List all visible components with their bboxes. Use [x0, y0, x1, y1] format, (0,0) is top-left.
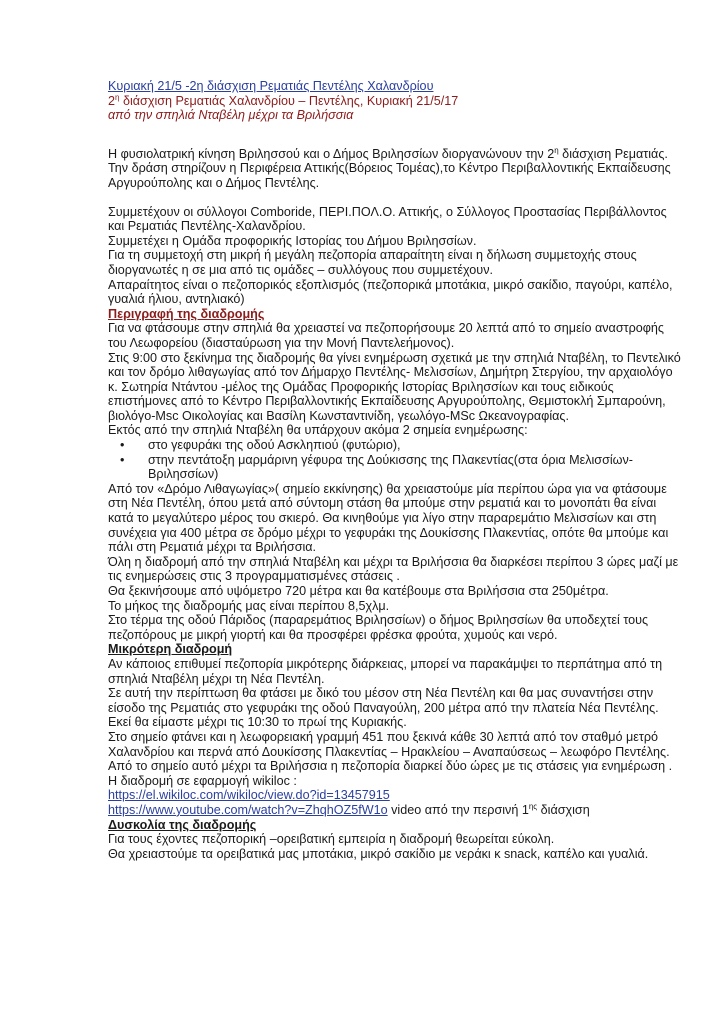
difficulty-heading: Δυσκολία της διαδρομής — [108, 817, 257, 832]
route-subtitle: από την σπηλιά Νταβέλη μέχρι τα Βριλήσσια — [108, 108, 354, 123]
intro-paragraph-6: Απαραίτητος είναι ο πεζοπορικός εξοπλισμός (πεζοπορικά μποτάκια, μικρό σακίδιο, παγούρι, καπέλο, γυαλιά ήλιου, αντηλιακό) — [108, 277, 673, 307]
short-route-paragraph-6: Η διαδρομή σε εφαρμογή wikiloc : — [108, 773, 297, 788]
intro-paragraph-3: Συμμετέχουν οι σύλλογοι Comboride, ΠΕΡΙ.ΠΟΛ.Ο. Αττικής, ο Σύλλογος Προστασίας Περιβάλλοντος και Ρεματιάς Πεντέλης-Χαλανδρίου. — [108, 204, 667, 234]
short-route-paragraph-2: Σε αυτή την περίπτωση θα φτάσει με δικό του μέσον στη Νέα Πεντέλη και θα μας συναντήσει στην είσοδο της Ρεματιάς στο γεφυράκι της οδού Παναγούλη, 200 μέτρα από την πλατεία Νέα Πεντέλης. — [108, 686, 659, 715]
short-route-paragraph-1: Αν κάποιος επιθυμεί πεζοπορία μικρότερης διάρκειας, μπορεί να παρακάμψει το περπάτημα από τη σπηλιά Νταβέλη μέχρι τη Νέα Πεντέλη. — [108, 656, 663, 686]
short-route-paragraph-4: Στο σημείο φτάνει και η λεωφορειακή γραμμή 451 που ξεκινά κάθε 30 λεπτά από τον σταθμό μετρό Χαλανδρίου και περνά από Δουκίσσης Πλακεντίας – Ηρακλείου – Αναπαύσεως – λεωφόρο Πεντέλης. — [108, 729, 670, 759]
short-route-paragraph-5: Από το σημείο αυτό μέχρι τα Βριλήσσια η πεζοπορία διαρκεί δύο ώρες με τις στάσεις για ενημέρωση . — [108, 759, 673, 774]
route-paragraph-2: Στις 9:00 στο ξεκίνημα της διαδρομής θα γίνει ενημέρωση σχετικά με την σπηλιά Νταβέλη, το Πεντελικό και τον δρόμο λιθαγωγίας από τον Δήμαρχο Πεντέλης- Μελισσίων, Δημήτρη Στεργίου, την αρχαιολόγο κ. Σωτηρία Ντάντου -μέλος της Ομάδας Προφορικής Ιστορίας Βριλησσίων και τους ειδικούς επιστήμονες από το Κέντρο Περιβαλλοντικής Εκπαίδευσης Αργυρούπολης, Θεμιστοκλή Σμπαρούνη, βιολόγο-Msc Οικολογίας και Βασίλη Κωνσταντινίδη, γεωλόγο-MSc Ωκεανογραφίας. — [108, 350, 681, 423]
title-link[interactable]: Κυριακή 21/5 -2η διάσχιση Ρεματιάς Πεντέλης Χαλανδρίου — [108, 79, 434, 93]
intro-paragraph-1: Η φυσιολατρική κίνηση Βριλησσού και ο Δήμος Βριλησσίων διοργανώνουν την $2^\eta$ διάσχιση Ρεματιάς. — [108, 145, 668, 161]
route-paragraph-3: Εκτός από την σπηλιά Νταβέλη θα υπάρχουν ακόμα 2 σημεία ενημέρωσης: — [108, 423, 528, 438]
subtitle: $2^\eta$ διάσχιση Ρεματιάς Χαλανδρίου – Πεντέλης, Κυριακή 21/5/17 — [108, 92, 459, 108]
route-paragraph-7: Το μήκος της διαδρομής μας είναι περίπου 8,5χλμ. — [108, 598, 390, 613]
info-points-list — [108, 438, 684, 482]
wikiloc-link[interactable]: https://el.wikiloc.com/wikiloc/view.do?id=13457915 — [108, 788, 390, 803]
youtube-link[interactable]: https://www.youtube.com/watch?v=ZhqhOZ5fW1o — [108, 802, 388, 817]
intro-paragraph-5: Για τη συμμετοχή στη μικρή ή μεγάλη πεζοπορία απαραίτητη είναι η δήλωση συμμετοχής στους διοργανωτές η σε μια από τις ομάδες – συλλόγους που συμμετέχουν. — [108, 248, 637, 277]
route-heading: Περιγραφή της διαδρομής — [108, 306, 265, 321]
route-paragraph-5: Όλη η διαδρομή από την σπηλιά Νταβέλη και μέχρι τα Βριλήσσια θα διαρκέσει περίπου 3 ώρες μαζί με τις ενημερώσεις στις 3 προγραμματισμένες στάσεις . — [108, 554, 679, 584]
list-item: • στο γεφυράκι της οδού Ασκληπιού (φυτώριο), — [148, 438, 684, 453]
intro-paragraph-4: Συμμετέχει η Ομάδα προφορικής Ιστορίας του Δήμου Βριλησσίων. — [108, 233, 477, 248]
intro-paragraph-2: Την δράση στηρίζουν η Περιφέρεια Αττικής(Βόρειος Τομέας),το Κέντρο Περιβαλλοντικής Εκπαίδευσης Αργυρούπολης και ο Δήμος Πεντέλης. — [108, 161, 671, 190]
route-paragraph-8: Στο τέρμα της οδού Πάριδος (παραρεμάτιος Βριλησσίων) ο δήμος Βριλησσίων θα υποδεχτεί τους πεζοπόρους με μικρή γιορτή και θα προσφέρει φρέσκα φρούτα, χυμούς και νερό. — [108, 613, 649, 642]
list-item: • στην πεντάτοξη μαρμάρινη γέφυρα της Δούκισσης της Πλακεντίας(στα όρια Μελισσίων-Βριλησσίων) — [148, 453, 684, 482]
route-paragraph-4: Από τον «Δρόμο Λιθαγωγίας»( σημείο εκκίνησης) θα χρειαστούμε μία περίπου ώρα για να φτάσουμε στη Νέα Πεντέλη, όπου μετά από σύντομη στάση θα μπούμε στην ρεματιά και το μονοπάτι θα είναι κατά το μεγαλύτερο μέρος του σκιερό. Θα κινηθούμε για λίγο στην παραρεμάτιο Μελισσίων και στη συνέχεια για 400 μέτρα σε δρόμο μέχρι το γεφυράκι της Δουκίσσης Πλακεντίας, οπότε θα μπούμε και πάλι στη Ρεματιά μέχρι τα Βριλήσσια. — [108, 481, 669, 555]
short-route-paragraph-3: Εκεί θα είμαστε μέχρι τις 10:30 το πρωί της Κυριακής. — [108, 715, 407, 730]
youtube-line: https://www.youtube.com/watch?v=ZhqhOZ5fW1o video από την περσινή $1^{\eta\varsigma}$ διάσχιση — [108, 801, 590, 817]
route-paragraph-1: Για να φτάσουμε στην σπηλιά θα χρειαστεί να πεζοπορήσουμε 20 λεπτά από το σημείο αναστροφής του Λεωφορείου (διασταύρωση για την Μονή Παντελεήμονος). — [108, 321, 664, 350]
difficulty-paragraph-1: Για τους έχοντες πεζοπορική –ορειβατική εμπειρία η διαδρομή θεωρείται εύκολη. — [108, 832, 555, 847]
route-paragraph-6: Θα ξεκινήσουμε από υψόμετρο 720 μέτρα και θα κατέβουμε στα Βριλήσσια στα 250μέτρα. — [108, 584, 609, 598]
difficulty-paragraph-2: Θα χρειαστούμε τα ορειβατικά μας μποτάκια, μικρό σακίδιο με νεράκι κ snack, καπέλο και γυαλιά. — [108, 846, 649, 861]
short-route-heading: Μικρότερη διαδρομή — [108, 642, 233, 657]
